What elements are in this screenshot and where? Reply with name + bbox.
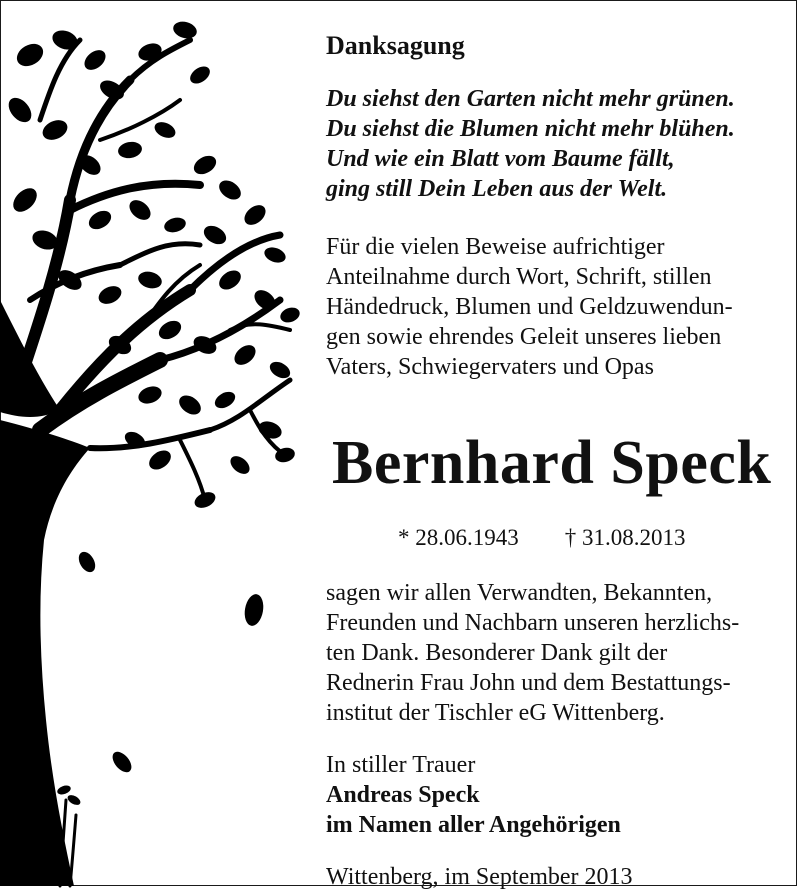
signer-name: Andreas Speck	[326, 782, 480, 808]
signature-block	[326, 750, 786, 840]
thanks-line: institut der Tischler eG Wittenberg.	[326, 700, 665, 726]
poem	[326, 84, 786, 204]
intro-line: gen sowie ehrendes Geleit unseres lieben	[326, 324, 722, 350]
poem-line: Du siehst die Blumen nicht mehr blühen.	[326, 116, 735, 142]
thanks-paragraph	[326, 578, 786, 728]
deceased-name: Bernhard Speck	[332, 429, 772, 497]
poem-line: Und wie ein Blatt vom Baume fällt,	[326, 146, 675, 172]
poem-line: Du siehst den Garten nicht mehr grünen.	[326, 86, 735, 112]
mourning-phrase: In stiller Trauer	[326, 752, 476, 778]
tree-silhouette-icon	[0, 0, 310, 889]
place-date: Wittenberg, im September 2013	[326, 864, 633, 890]
notice-heading: Danksagung	[326, 31, 465, 60]
intro-line: Für die vielen Beweise aufrichtiger	[326, 234, 665, 260]
notice-content	[326, 30, 786, 892]
intro-line: Vaters, Schwiegervaters und Opas	[326, 354, 654, 380]
signer-note: im Namen aller Angehörigen	[326, 812, 621, 838]
death-date: † 31.08.2013	[564, 525, 686, 550]
life-dates	[398, 524, 786, 552]
thanks-line: Freunden und Nachbarn unseren herzlichs-	[326, 610, 740, 636]
thanks-line: Rednerin Frau John und dem Bestattungs-	[326, 670, 731, 696]
thanks-line: ten Dank. Besonderer Dank gilt der	[326, 640, 668, 666]
intro-paragraph	[326, 232, 786, 382]
intro-line: Händedruck, Blumen und Geldzuwendun-	[326, 294, 733, 320]
thanks-line: sagen wir allen Verwandten, Bekannten,	[326, 580, 713, 606]
birth-date: * 28.06.1943	[398, 525, 519, 550]
poem-line: ging still Dein Leben aus der Welt.	[326, 176, 668, 202]
intro-line: Anteilnahme durch Wort, Schrift, stillen	[326, 264, 712, 290]
